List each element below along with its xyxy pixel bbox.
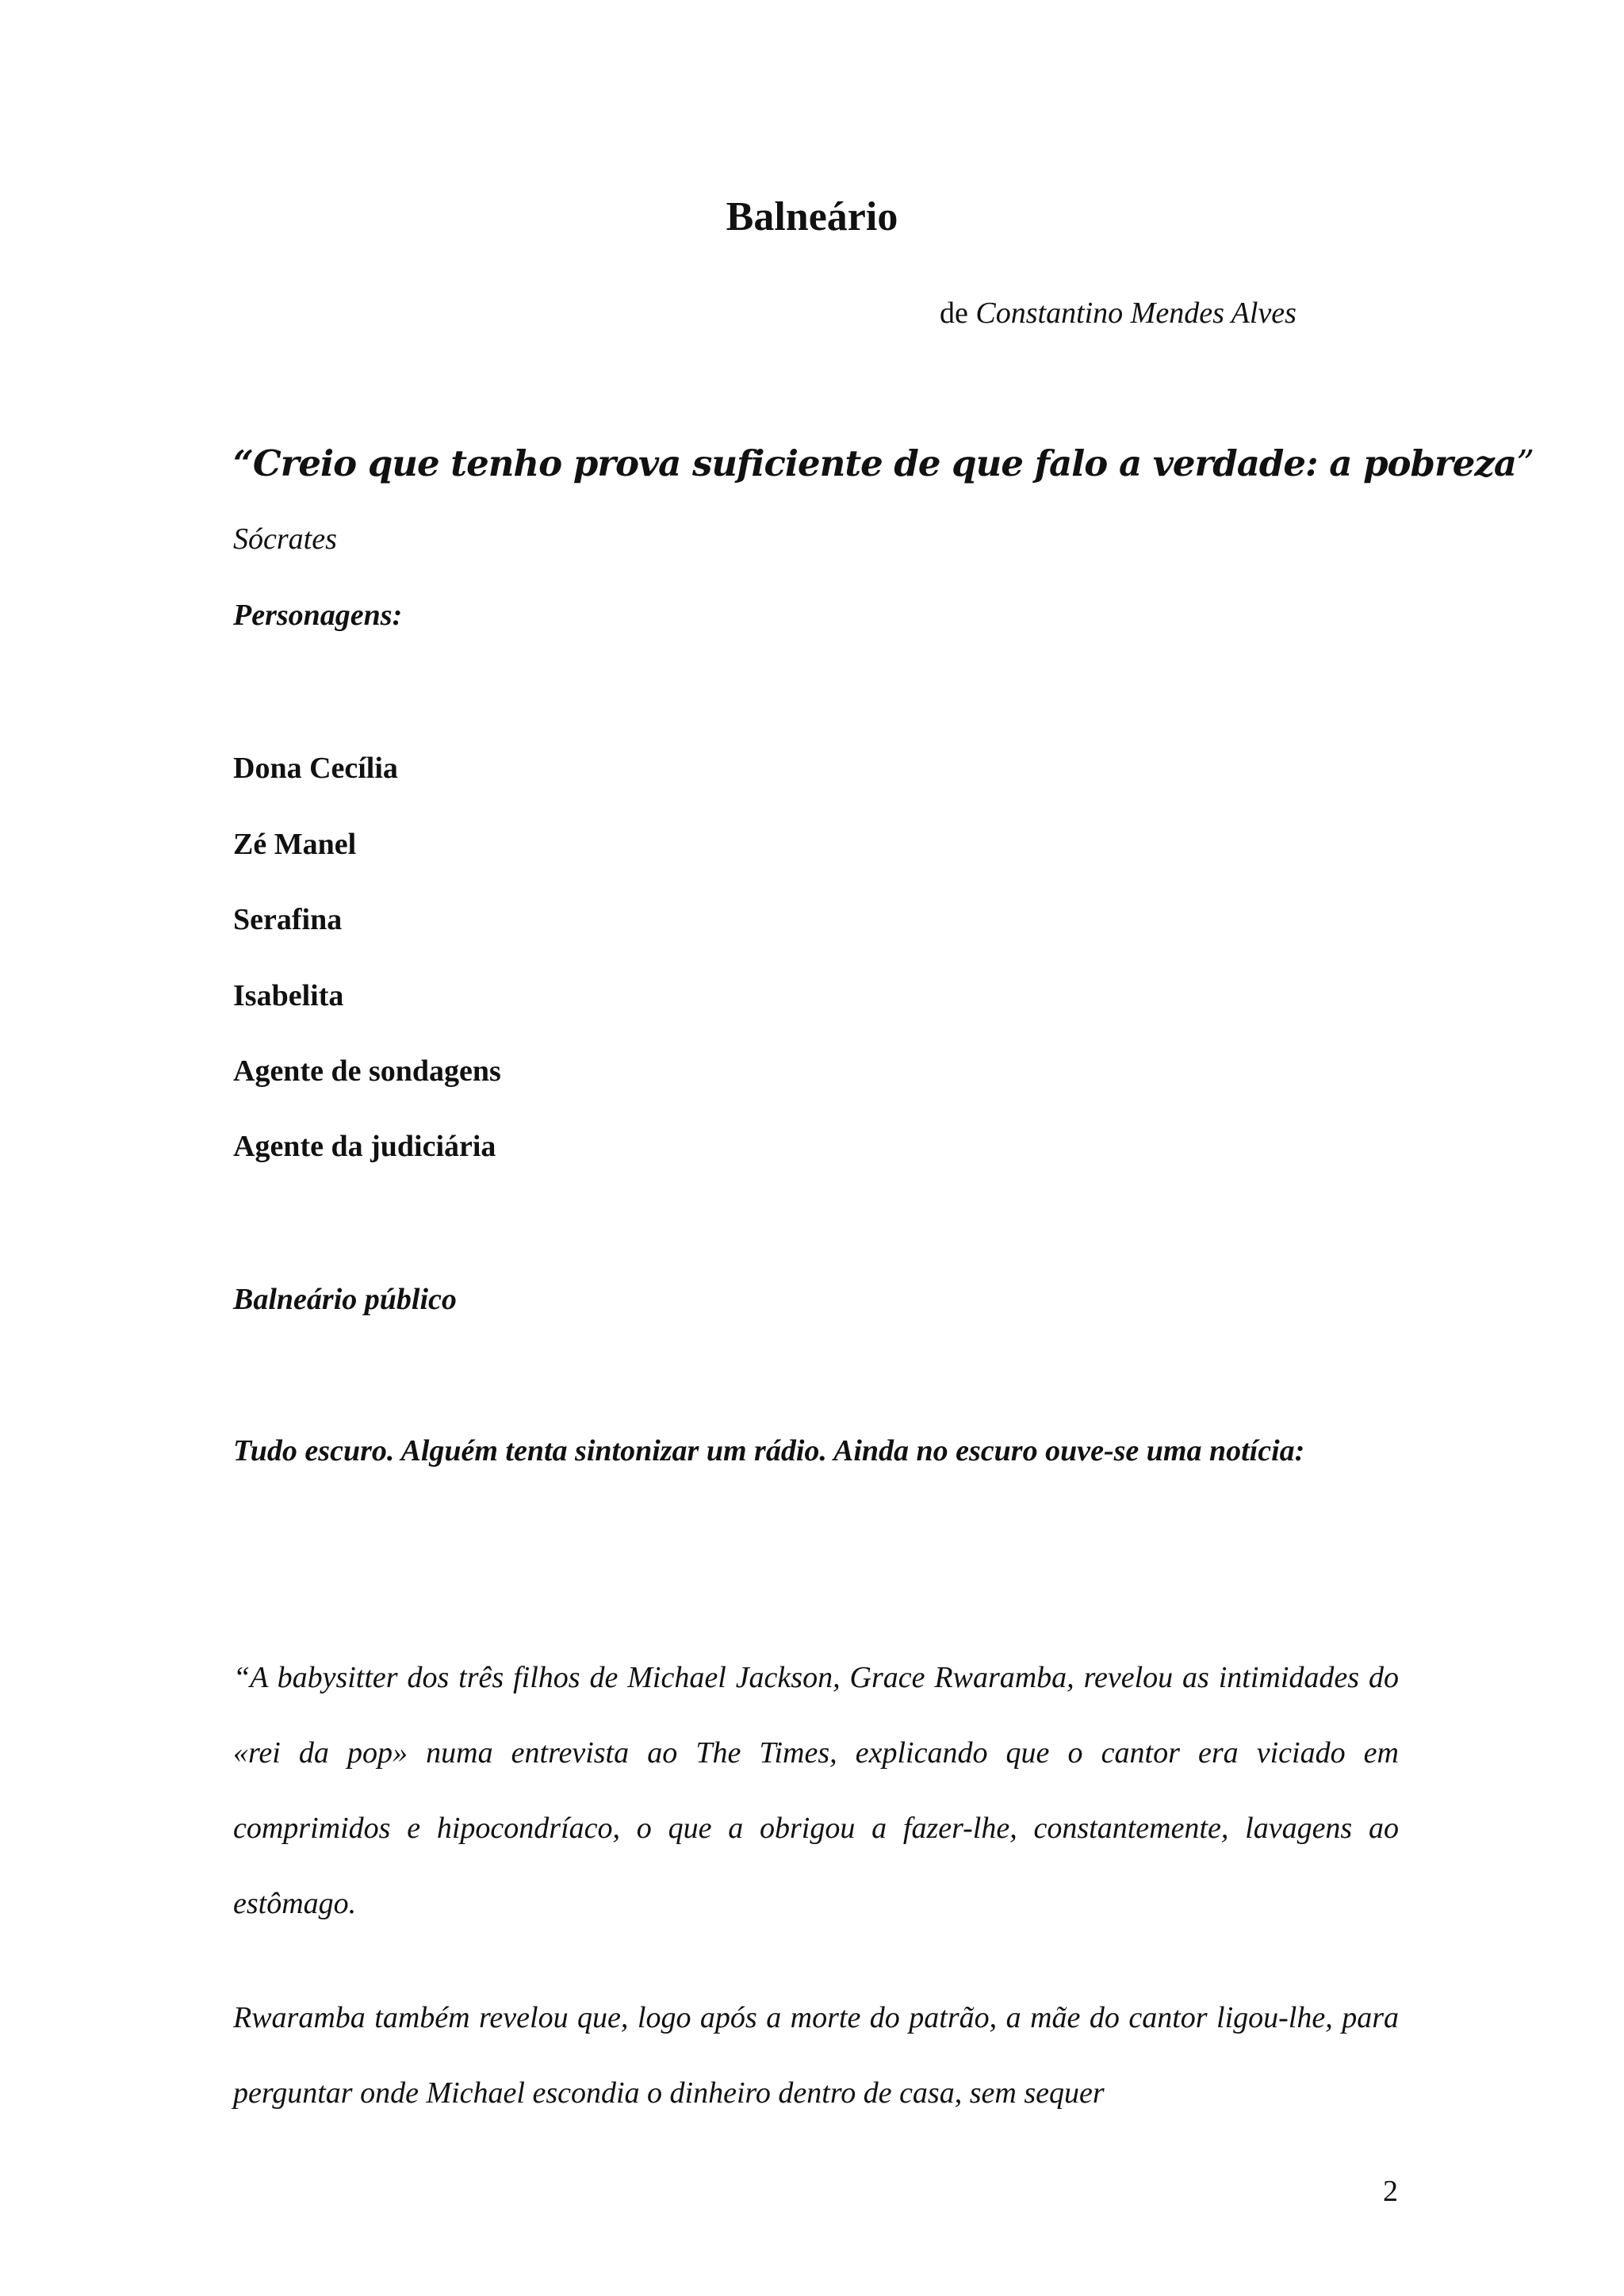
character-item: Dona Cecília — [233, 752, 398, 785]
news-paragraph: “A babysitter dos três filhos de Michael Jackson, Grace Rwaramba, revelou as intimidades do «rei da pop» numa entrevista ao The Times, explicando que o cantor era viciado em comprimidos e hipocondríaco, o que a obrigou a fazer-lhe, constantemente, lavagens ao estômago. — [233, 1661, 1399, 1920]
play-title: Balneário — [726, 194, 898, 239]
news-paragraph: Rwaramba também revelou que, logo após a morte do patrão, a mãe do cantor ligou-lhe, para perguntar onde Michael escondia o dinheiro dentro de casa, sem sequer — [233, 2001, 1399, 2110]
byline — [940, 298, 1297, 328]
character-item: Isabelita — [233, 979, 344, 1012]
character-item: Agente da judiciária — [233, 1130, 496, 1163]
page-number: 2 — [1383, 2175, 1398, 2208]
character-item: Agente de sondagens — [233, 1054, 501, 1088]
stage-direction: Tudo escuro. Alguém tenta sintonizar um rádio. Ainda no escuro ouve-se uma notícia: — [233, 1434, 1305, 1468]
byline-author: Constantino Mendes Alves — [975, 297, 1297, 330]
character-item: Serafina — [233, 903, 343, 936]
epigraph-close-quote: ” — [1516, 442, 1534, 484]
epigraph-attribution: Sócrates — [233, 522, 337, 556]
epigraph-text: “Creio que tenho prova suficiente de que falo a verdade: a pobreza — [233, 442, 1517, 484]
setting-label: Balneário público — [233, 1283, 457, 1316]
characters-heading: Personagens: — [233, 599, 403, 632]
byline-prefix: de — [940, 297, 968, 330]
epigraph-quote — [233, 442, 1534, 484]
character-item: Zé Manel — [233, 828, 357, 861]
